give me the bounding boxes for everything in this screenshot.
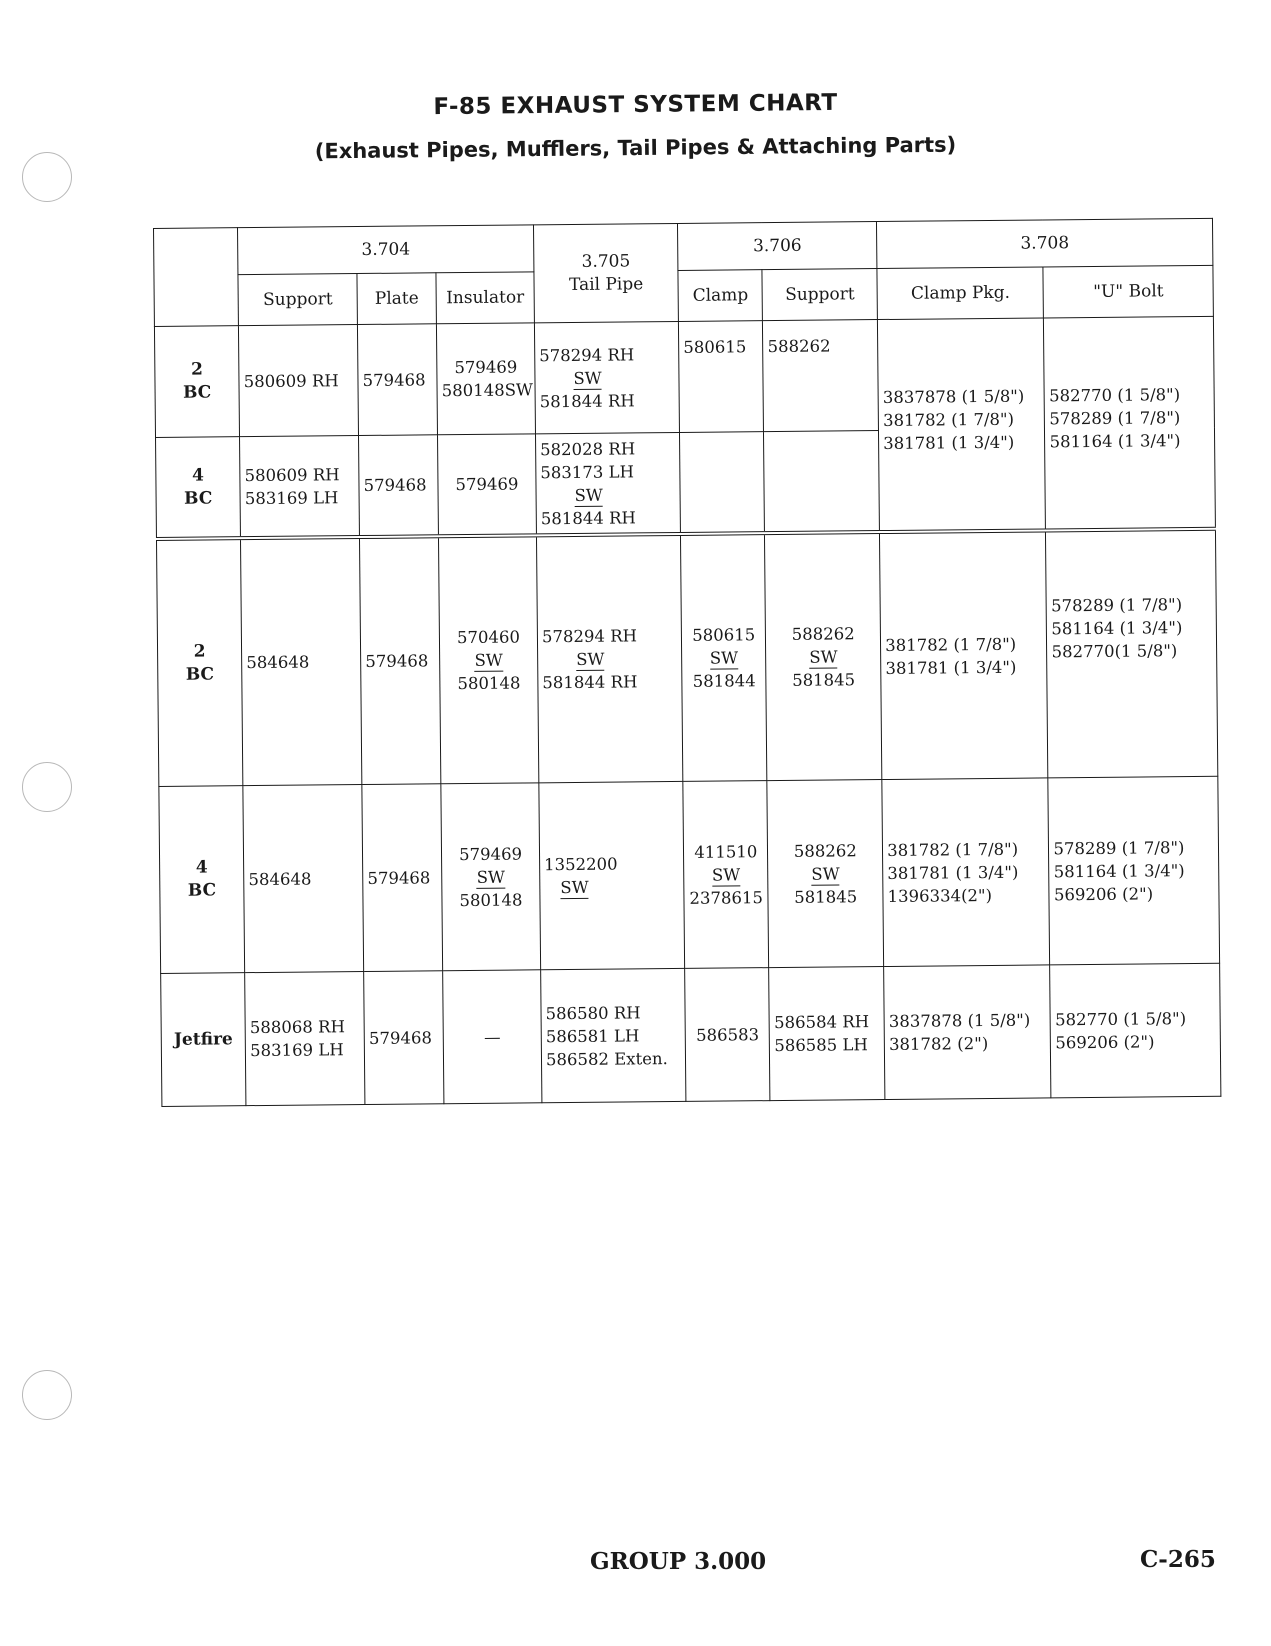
insulator-cell [443,970,542,1104]
page-subtitle: (Exhaust Pipes, Mufflers, Tail Pipes & Attaching Parts) [314,132,957,164]
row-label: 2 BC [156,538,243,786]
support-3706-cell: 586584 RH 586585 LH [769,967,885,1101]
plate-cell: 579468 [360,536,441,784]
page-number: C-265 [1140,1546,1216,1573]
tail-pipe-header: Tail Pipe [568,273,644,295]
u-bolt-cell: 578289 (1 7/8") 581164 (1 3/4") 569206 (2") [1048,776,1219,965]
plate-column-header: Plate [357,273,436,325]
table-row [159,776,1220,973]
plate-cell: 579468 [359,435,439,537]
row-label: 4 BC [156,437,241,539]
insulator-cell: 579469 580148SW [437,323,536,435]
section-3706-header: 3.706 [678,222,877,271]
support-cell: 584648 [243,785,364,973]
row-label: 2 BC [154,326,239,438]
table-row [161,963,1221,1106]
insulator-cell: 570460 SW 580148 [439,535,539,783]
clamp-cell [680,432,765,534]
binder-hole-bottom [22,1370,72,1420]
clamp-column-header: Clamp [678,270,763,322]
insulator-cell: 579469 SW 580148 [441,783,541,971]
group-label: GROUP 3.000 [590,1548,767,1575]
u-bolt-column-header: "U" Bolt [1043,265,1213,318]
row-label: Jetfire [161,973,246,1107]
section-3708-header: 3.708 [877,218,1213,268]
insulator-cell: 579469 [438,434,537,536]
tail-pipe-cell: 578294 RH SW 581844 RH [536,534,683,783]
tail-pipe-cell: 582028 RH 583173 LH SW 581844 RH [535,432,680,535]
support-cell: 580609 RH 583169 LH [240,436,360,539]
tail-pipe-cell: 586580 RH 586581 LH 586582 Exten. [541,968,686,1102]
row-label: 4 BC [159,786,245,974]
section-3705-header [533,223,678,322]
section-3705-number: 3.705 [581,250,631,272]
clamp-cell: 580615 [679,321,764,433]
support-column-header: Support [238,274,357,326]
clamp-pkg-cell: 381782 (1 7/8") 381781 (1 3/4") [880,530,1049,779]
u-bolt-cell: 578289 (1 7/8") 581164 (1 3/4") 582770(1 5/8") [1046,529,1218,778]
plate-cell: 579468 [362,784,443,972]
clamp-cell: 411510 SW 2378615 [683,781,769,969]
clamp-cell: 586583 [685,968,770,1102]
page-title: F-85 EXHAUST SYSTEM CHART [433,89,838,121]
support-cell: 580609 RH [239,325,359,437]
tail-pipe-cell: 578294 RH SW 581844 RH [534,321,679,433]
table-row [154,316,1214,437]
section-3704-header: 3.704 [238,225,534,275]
support-3706-cell: 588262 SW 581845 [767,780,884,968]
support-3706-cell: 588262 SW 581845 [765,532,882,781]
u-bolt-cell: 582770 (1 5/8") 578289 (1 7/8") 581164 (1 3/4") [1044,316,1216,530]
tail-pipe-cell: 1352200 SW [539,781,685,969]
plate-cell: 579468 [358,324,438,436]
table-row [156,529,1217,787]
insulator-dash: — [483,1027,501,1047]
support-cell: 584648 [241,537,362,786]
clamp-cell: 580615 SW 581844 [681,533,768,781]
exhaust-system-table [153,218,1221,1107]
binder-hole-middle [22,762,72,812]
u-bolt-cell: 582770 (1 5/8") 569206 (2") [1050,963,1221,1098]
support-3706-cell [764,431,880,534]
plate-cell: 579468 [364,971,444,1105]
clamp-pkg-column-header: Clamp Pkg. [877,267,1044,320]
support-3706-cell: 588262 [763,320,879,432]
clamp-pkg-cell: 3837878 (1 5/8") 381782 (1 7/8") 381781 (1 3/4") [878,318,1046,532]
insulator-column-header: Insulator [436,272,534,324]
row-label-header [154,228,239,327]
support-3706-column-header: Support [762,269,877,321]
clamp-pkg-cell: 381782 (1 7/8") 381781 (1 3/4") 1396334(2") [882,778,1050,967]
support-cell: 588068 RH 583169 LH [245,972,365,1106]
clamp-pkg-cell: 3837878 (1 5/8") 381782 (2") [884,965,1052,1100]
